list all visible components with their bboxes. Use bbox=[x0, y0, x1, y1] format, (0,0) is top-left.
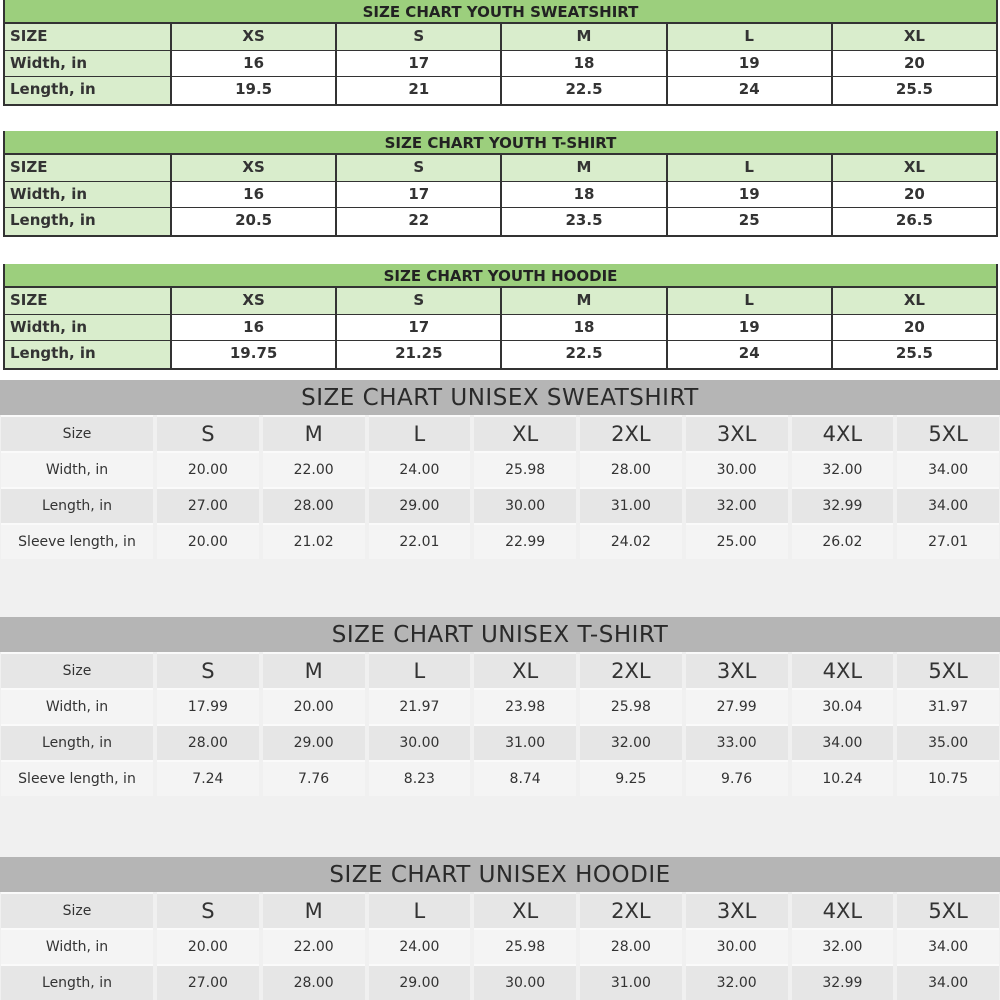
table-cell: 18 bbox=[500, 315, 665, 341]
youth-size-charts bbox=[0, 0, 1000, 380]
table-cell: 20.5 bbox=[170, 208, 335, 235]
table-cell: 32.00 bbox=[792, 451, 894, 487]
size-header: S bbox=[335, 24, 500, 50]
table-title: SIZE CHART YOUTH HOODIE bbox=[5, 264, 996, 288]
size-header: XL bbox=[474, 415, 576, 451]
table-cell: 20 bbox=[831, 315, 996, 341]
size-header: 2XL bbox=[580, 892, 682, 928]
table-row bbox=[0, 451, 1000, 487]
row-label: Length, in bbox=[1, 724, 153, 760]
table-cell: 32.00 bbox=[686, 487, 788, 523]
size-header: M bbox=[500, 24, 665, 50]
table-row bbox=[0, 688, 1000, 724]
table-cell: 30.00 bbox=[474, 964, 576, 1000]
table-cell: 29.00 bbox=[263, 724, 365, 760]
size-header: 2XL bbox=[580, 652, 682, 688]
header-row bbox=[0, 652, 1000, 688]
table-cell: 16 bbox=[170, 315, 335, 341]
table-cell: 35.00 bbox=[897, 724, 999, 760]
table-cell: 32.00 bbox=[792, 928, 894, 964]
table-cell: 24 bbox=[666, 341, 831, 368]
size-header: L bbox=[666, 155, 831, 181]
table-cell: 8.74 bbox=[474, 760, 576, 796]
size-chart-table bbox=[0, 380, 1000, 559]
header-row bbox=[5, 155, 996, 182]
table-cell: 16 bbox=[170, 182, 335, 208]
size-header: 4XL bbox=[792, 652, 894, 688]
table-cell: 33.00 bbox=[686, 724, 788, 760]
size-header: S bbox=[157, 415, 259, 451]
size-header: 2XL bbox=[580, 415, 682, 451]
table-cell: 22 bbox=[335, 208, 500, 235]
table-row bbox=[0, 724, 1000, 760]
table-row bbox=[0, 928, 1000, 964]
table-cell: 22.00 bbox=[263, 928, 365, 964]
table-cell: 17 bbox=[335, 51, 500, 77]
size-chart-table bbox=[3, 264, 998, 370]
table-cell: 28.00 bbox=[157, 724, 259, 760]
table-cell: 23.5 bbox=[500, 208, 665, 235]
row-label: Width, in bbox=[5, 51, 170, 77]
table-cell: 25.98 bbox=[474, 928, 576, 964]
header-row bbox=[0, 892, 1000, 928]
size-header: M bbox=[263, 892, 365, 928]
table-cell: 10.24 bbox=[792, 760, 894, 796]
row-label: Size bbox=[1, 652, 153, 688]
row-label: Size bbox=[1, 415, 153, 451]
table-cell: 9.25 bbox=[580, 760, 682, 796]
table-row bbox=[5, 208, 996, 235]
table-cell: 22.00 bbox=[263, 451, 365, 487]
table-cell: 34.00 bbox=[897, 487, 999, 523]
size-header: 3XL bbox=[686, 892, 788, 928]
table-title: SIZE CHART UNISEX HOODIE bbox=[0, 857, 1000, 892]
table-row bbox=[5, 341, 996, 368]
table-cell: 20 bbox=[831, 182, 996, 208]
size-header: M bbox=[500, 155, 665, 181]
row-label: Length, in bbox=[5, 208, 170, 235]
table-cell: 20.00 bbox=[157, 523, 259, 559]
table-cell: 24.00 bbox=[369, 451, 471, 487]
size-header: M bbox=[500, 288, 665, 314]
size-header: L bbox=[369, 892, 471, 928]
table-cell: 21.02 bbox=[263, 523, 365, 559]
table-cell: 25 bbox=[666, 208, 831, 235]
table-cell: 19 bbox=[666, 315, 831, 341]
size-header: XL bbox=[474, 652, 576, 688]
table-cell: 20 bbox=[831, 51, 996, 77]
row-label: Width, in bbox=[5, 182, 170, 208]
table-cell: 17 bbox=[335, 182, 500, 208]
table-cell: 25.5 bbox=[831, 77, 996, 104]
table-cell: 32.99 bbox=[792, 487, 894, 523]
table-cell: 19 bbox=[666, 51, 831, 77]
table-cell: 32.99 bbox=[792, 964, 894, 1000]
size-header: L bbox=[666, 24, 831, 50]
table-cell: 10.75 bbox=[897, 760, 999, 796]
size-header: 3XL bbox=[686, 652, 788, 688]
table-cell: 27.00 bbox=[157, 964, 259, 1000]
size-header: 5XL bbox=[897, 892, 999, 928]
table-cell: 26.5 bbox=[831, 208, 996, 235]
row-label: Sleeve length, in bbox=[1, 760, 153, 796]
table-cell: 23.98 bbox=[474, 688, 576, 724]
table-cell: 30.00 bbox=[686, 928, 788, 964]
size-header: XS bbox=[170, 288, 335, 314]
table-cell: 7.76 bbox=[263, 760, 365, 796]
table-cell: 30.04 bbox=[792, 688, 894, 724]
table-row bbox=[5, 315, 996, 342]
table-cell: 30.00 bbox=[686, 451, 788, 487]
size-header: XL bbox=[831, 24, 996, 50]
table-cell: 25.5 bbox=[831, 341, 996, 368]
table-cell: 19.5 bbox=[170, 77, 335, 104]
table-cell: 34.00 bbox=[897, 928, 999, 964]
size-chart-table bbox=[0, 617, 1000, 796]
table-cell: 22.99 bbox=[474, 523, 576, 559]
table-cell: 19.75 bbox=[170, 341, 335, 368]
table-cell: 22.01 bbox=[369, 523, 471, 559]
table-row bbox=[5, 77, 996, 104]
table-row bbox=[5, 182, 996, 209]
table-cell: 31.00 bbox=[580, 487, 682, 523]
table-cell: 26.02 bbox=[792, 523, 894, 559]
table-row bbox=[5, 51, 996, 78]
size-header: L bbox=[666, 288, 831, 314]
table-title: SIZE CHART UNISEX SWEATSHIRT bbox=[0, 380, 1000, 415]
table-cell: 30.00 bbox=[369, 724, 471, 760]
row-label: Width, in bbox=[5, 315, 170, 341]
size-chart-table bbox=[3, 0, 998, 106]
row-label: SIZE bbox=[5, 24, 170, 50]
table-row bbox=[0, 760, 1000, 796]
row-label: Size bbox=[1, 892, 153, 928]
size-header: 4XL bbox=[792, 892, 894, 928]
table-cell: 16 bbox=[170, 51, 335, 77]
unisex-size-charts bbox=[0, 380, 1000, 1000]
row-label: SIZE bbox=[5, 155, 170, 181]
table-row bbox=[0, 964, 1000, 1000]
table-cell: 7.24 bbox=[157, 760, 259, 796]
table-cell: 20.00 bbox=[157, 451, 259, 487]
row-label: Length, in bbox=[5, 341, 170, 368]
row-label: Width, in bbox=[1, 928, 153, 964]
table-cell: 28.00 bbox=[580, 451, 682, 487]
size-header: 5XL bbox=[897, 652, 999, 688]
size-header: XS bbox=[170, 24, 335, 50]
table-cell: 29.00 bbox=[369, 487, 471, 523]
header-row bbox=[5, 288, 996, 315]
row-label: Length, in bbox=[5, 77, 170, 104]
header-row bbox=[0, 415, 1000, 451]
table-cell: 9.76 bbox=[686, 760, 788, 796]
row-label: Length, in bbox=[1, 964, 153, 1000]
table-cell: 28.00 bbox=[580, 928, 682, 964]
row-label: Width, in bbox=[1, 451, 153, 487]
table-cell: 28.00 bbox=[263, 487, 365, 523]
table-cell: 32.00 bbox=[580, 724, 682, 760]
table-cell: 17 bbox=[335, 315, 500, 341]
header-row bbox=[5, 24, 996, 51]
size-header: L bbox=[369, 415, 471, 451]
size-header: XL bbox=[831, 155, 996, 181]
size-header: M bbox=[263, 415, 365, 451]
table-cell: 25.98 bbox=[474, 451, 576, 487]
size-header: XL bbox=[474, 892, 576, 928]
table-cell: 29.00 bbox=[369, 964, 471, 1000]
table-cell: 32.00 bbox=[686, 964, 788, 1000]
size-header: 5XL bbox=[897, 415, 999, 451]
table-cell: 31.97 bbox=[897, 688, 999, 724]
size-header: S bbox=[157, 892, 259, 928]
size-chart-table bbox=[0, 857, 1000, 1000]
table-cell: 24.02 bbox=[580, 523, 682, 559]
table-cell: 25.98 bbox=[580, 688, 682, 724]
table-cell: 28.00 bbox=[263, 964, 365, 1000]
table-cell: 24 bbox=[666, 77, 831, 104]
table-cell: 27.99 bbox=[686, 688, 788, 724]
table-cell: 34.00 bbox=[792, 724, 894, 760]
table-cell: 8.23 bbox=[369, 760, 471, 796]
table-cell: 27.00 bbox=[157, 487, 259, 523]
size-header: 4XL bbox=[792, 415, 894, 451]
size-header: S bbox=[335, 155, 500, 181]
size-header: XL bbox=[831, 288, 996, 314]
row-label: Sleeve length, in bbox=[1, 523, 153, 559]
table-cell: 25.00 bbox=[686, 523, 788, 559]
table-row bbox=[0, 523, 1000, 559]
table-cell: 22.5 bbox=[500, 77, 665, 104]
table-cell: 21 bbox=[335, 77, 500, 104]
row-label: SIZE bbox=[5, 288, 170, 314]
size-chart-table bbox=[3, 131, 998, 237]
table-cell: 21.97 bbox=[369, 688, 471, 724]
table-cell: 24.00 bbox=[369, 928, 471, 964]
row-label: Length, in bbox=[1, 487, 153, 523]
table-title: SIZE CHART YOUTH SWEATSHIRT bbox=[5, 0, 996, 24]
row-label: Width, in bbox=[1, 688, 153, 724]
table-row bbox=[0, 487, 1000, 523]
table-cell: 30.00 bbox=[474, 487, 576, 523]
table-cell: 31.00 bbox=[580, 964, 682, 1000]
size-header: 3XL bbox=[686, 415, 788, 451]
size-header: L bbox=[369, 652, 471, 688]
size-header: S bbox=[157, 652, 259, 688]
table-title: SIZE CHART YOUTH T-SHIRT bbox=[5, 131, 996, 155]
table-cell: 21.25 bbox=[335, 341, 500, 368]
table-cell: 18 bbox=[500, 51, 665, 77]
table-cell: 20.00 bbox=[263, 688, 365, 724]
table-cell: 22.5 bbox=[500, 341, 665, 368]
table-cell: 17.99 bbox=[157, 688, 259, 724]
size-header: XS bbox=[170, 155, 335, 181]
table-cell: 19 bbox=[666, 182, 831, 208]
table-cell: 20.00 bbox=[157, 928, 259, 964]
table-title: SIZE CHART UNISEX T-SHIRT bbox=[0, 617, 1000, 652]
size-header: M bbox=[263, 652, 365, 688]
table-cell: 34.00 bbox=[897, 451, 999, 487]
table-cell: 27.01 bbox=[897, 523, 999, 559]
table-cell: 18 bbox=[500, 182, 665, 208]
size-header: S bbox=[335, 288, 500, 314]
table-cell: 31.00 bbox=[474, 724, 576, 760]
table-cell: 34.00 bbox=[897, 964, 999, 1000]
